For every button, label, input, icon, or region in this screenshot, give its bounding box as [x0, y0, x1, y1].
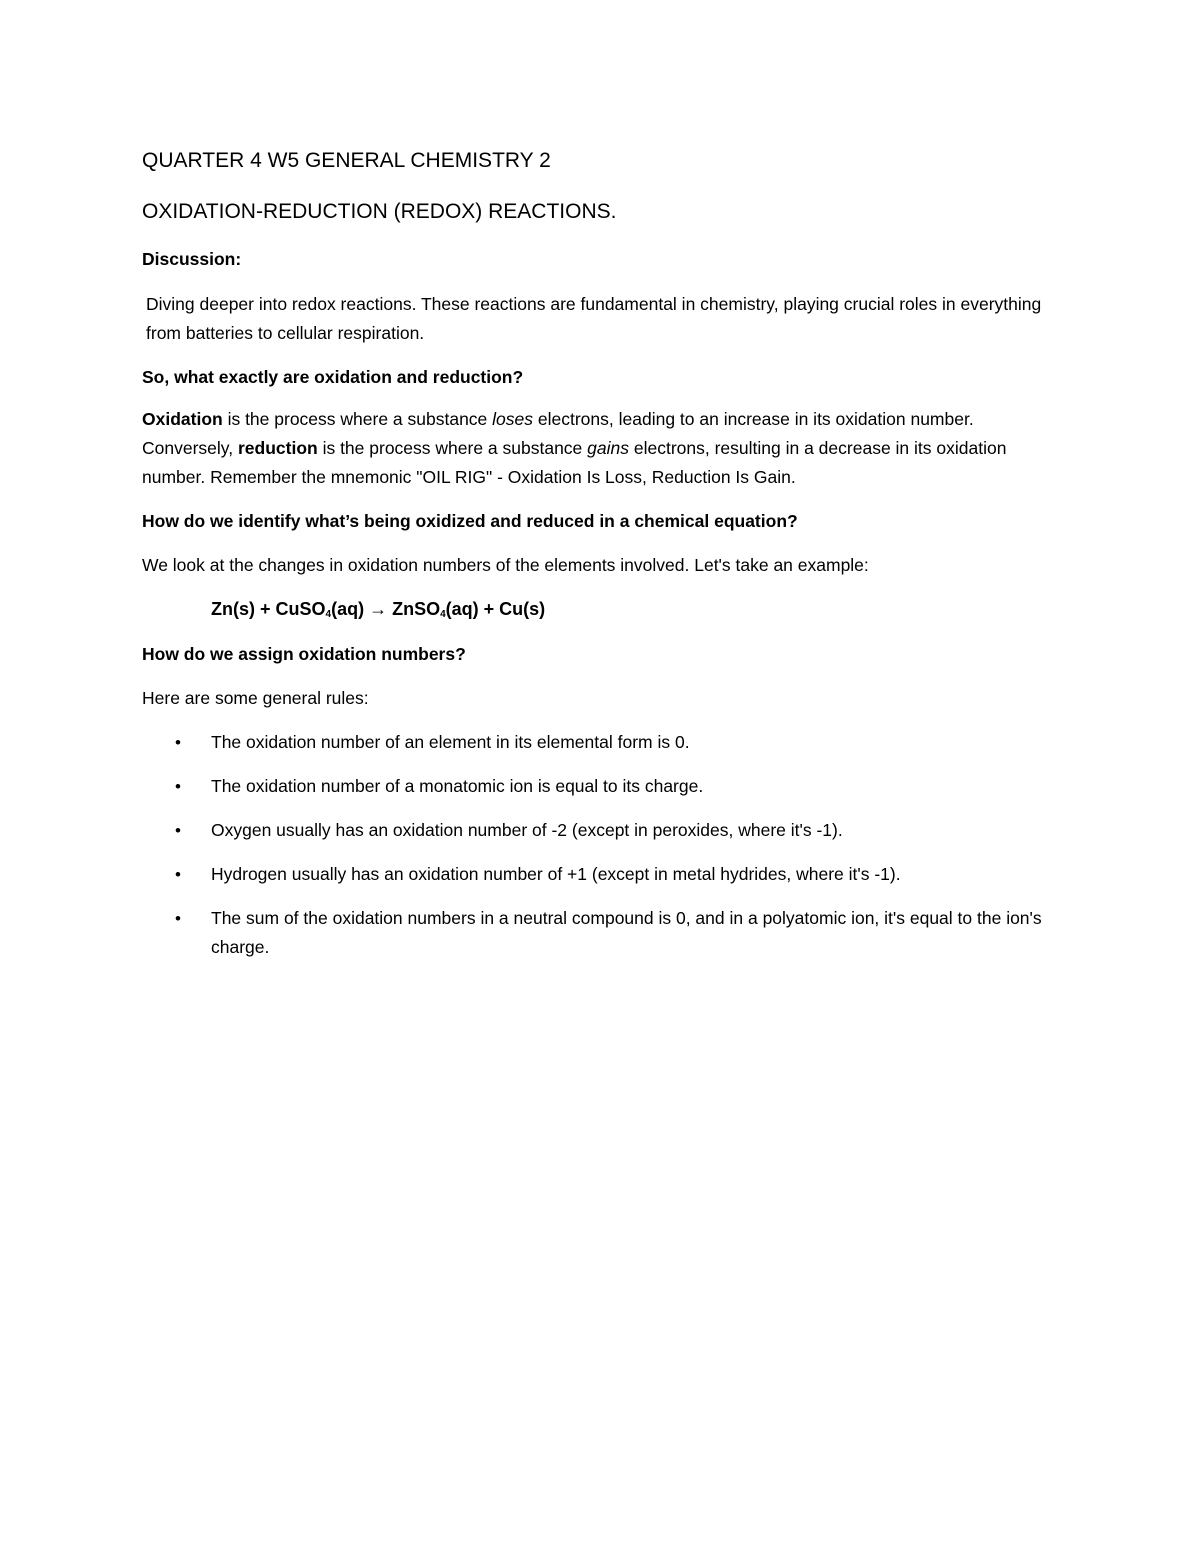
definition-text-1: is the process where a substance — [222, 409, 493, 429]
intro-paragraph: Diving deeper into redox reactions. These reactions are fundamental in chemistry, playing crucial roles in everything from batteries to cellular respiration. — [146, 294, 1042, 343]
list-item — [142, 772, 1057, 801]
bullet-icon: • — [175, 733, 181, 752]
equation-subscript-1: 4 — [325, 609, 332, 620]
rule-text: The sum of the oxidation numbers in a neutral compound is 0, and in a polyatomic ion, it's equal to the ion's charge. — [211, 908, 1042, 957]
example-intro-paragraph: We look at the changes in oxidation numbers of the elements involved. Let's take an example: — [142, 555, 869, 575]
list-item — [142, 860, 1057, 889]
document-title: QUARTER 4 W5 GENERAL CHEMISTRY 2 — [142, 149, 551, 172]
chemical-equation — [211, 594, 545, 630]
list-item — [142, 816, 1057, 845]
document-page — [142, 0, 1057, 1553]
rule-text: Hydrogen usually has an oxidation number of +1 (except in metal hydrides, where it's -1). — [211, 864, 901, 884]
list-item — [142, 904, 1057, 962]
oxidation-term: Oxidation — [142, 409, 223, 429]
rule-text: The oxidation number of an element in its elemental form is 0. — [211, 732, 690, 752]
definition-text-4: electrons, resulting in a decrease in its oxidation number. Remember the mnemonic "OIL RIG" - Oxidation Is Loss, Reduction Is Gain. — [142, 438, 1007, 487]
bullet-icon: • — [175, 865, 181, 884]
question-heading-assign: How do we assign oxidation numbers? — [142, 644, 466, 664]
equation-subscript-2: 4 — [440, 609, 446, 620]
question-heading-identify: How do we identify what’s being oxidized and reduced in a chemical equation? — [142, 511, 798, 531]
equation-part-3: (aq) + Cu(s) — [445, 599, 546, 619]
document-subtitle: OXIDATION-REDUCTION (REDOX) REACTIONS. — [142, 200, 617, 223]
bullet-icon: • — [175, 909, 181, 928]
definition-text-2: electrons, leading to an increase in its oxidation number. Conversely, — [142, 409, 974, 458]
bullet-icon: • — [175, 821, 181, 840]
discussion-heading: Discussion: — [142, 249, 242, 269]
rules-list — [142, 728, 1057, 977]
gains-term: gains — [587, 438, 629, 458]
equation-part-2: (aq) → ZnSO — [331, 599, 441, 619]
question-heading-definitions: So, what exactly are oxidation and reduction? — [142, 367, 524, 387]
rules-intro-paragraph: Here are some general rules: — [142, 688, 369, 708]
bullet-icon: • — [175, 777, 181, 796]
loses-term: loses — [492, 409, 534, 429]
definition-text-3: is the process where a substance — [317, 438, 588, 458]
rule-text: Oxygen usually has an oxidation number of -2 (except in peroxides, where it's -1). — [211, 820, 843, 840]
equation-part-1: Zn(s) + CuSO — [211, 599, 326, 619]
reduction-term: reduction — [237, 438, 318, 458]
list-item — [142, 728, 1057, 757]
definition-paragraph — [142, 405, 1057, 492]
rule-text: The oxidation number of a monatomic ion is equal to its charge. — [211, 776, 704, 796]
